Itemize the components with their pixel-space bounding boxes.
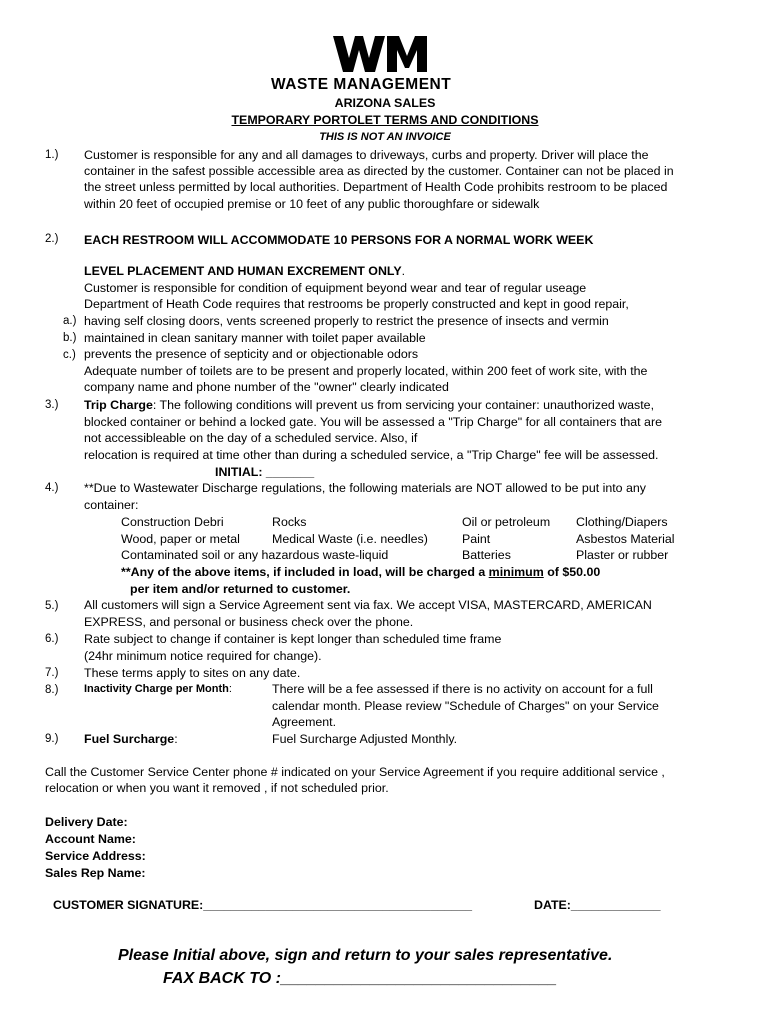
section-2-line: company name and phone number of the "owner" clearly indicated <box>84 380 449 394</box>
section-4-line: **Due to Wastewater Discharge regulations, the following materials are NOT allowed to be put into any <box>84 481 646 495</box>
section-2-heading2 <box>84 264 405 278</box>
section-1-line: the street unless permitted by local authorities. Department of Health Code prohibits restroom to be placed <box>84 180 668 194</box>
section-3-line: relocation is required at time other than during a scheduled service, a "Trip Charge" fee will be assessed. <box>84 448 659 462</box>
service-address-label[interactable]: Service Address: <box>45 849 146 863</box>
section-3-line1 <box>84 398 654 412</box>
region-title: ARIZONA SALES <box>334 96 436 110</box>
warning-minimum: minimum <box>488 565 544 579</box>
section-8-number: 8.) <box>45 684 59 696</box>
fuel-surcharge-colon: : <box>174 732 178 746</box>
section-1-number: 1.) <box>45 149 59 161</box>
wm-logo <box>333 36 445 72</box>
closing-line: Call the Customer Service Center phone # indicated on your Service Agreement if you require additional service , <box>45 765 665 779</box>
section-2-heading2-text: LEVEL PLACEMENT AND HUMAN EXCREMENT ONLY <box>84 264 402 278</box>
section-3-number: 3.) <box>45 399 59 411</box>
section-5-number: 5.) <box>45 600 59 612</box>
date-field[interactable]: DATE:_____________ <box>534 898 661 912</box>
closing-line: relocation or when you want it removed , if not scheduled prior. <box>45 781 389 795</box>
section-4-line: container: <box>84 498 139 512</box>
fuel-surcharge-text: Fuel Surcharge Adjusted Monthly. <box>272 732 458 746</box>
material-item: Oil or petroleum <box>462 515 551 529</box>
material-item: Contaminated soil or any hazardous waste-liquid <box>121 548 389 562</box>
section-2-line: Adequate number of toilets are to be present and properly located, within 200 feet of work site, with the <box>84 364 648 378</box>
inactivity-charge-label-wrap <box>84 683 232 695</box>
section-1-line: within 20 feet of occupied premise or 10 feet of any public thoroughfare or sidewalk <box>84 197 540 211</box>
section-2-heading: EACH RESTROOM WILL ACCOMMODATE 10 PERSONS FOR A NORMAL WORK WEEK <box>84 233 594 247</box>
materials-warning-2: per item and/or returned to customer. <box>130 582 351 596</box>
section-7-number: 7.) <box>45 667 59 679</box>
section-3-line: not accessibleable on the day of a scheduled service. Also, if <box>84 431 418 445</box>
fuel-surcharge-label-wrap <box>84 732 178 746</box>
section-5-line: All customers will sign a Service Agreement sent via fax. We accept VISA, MASTERCARD, AMERICAN <box>84 598 652 612</box>
material-item: Construction Debri <box>121 515 224 529</box>
trip-charge-label: Trip Charge <box>84 398 153 412</box>
section-2-c-label: c.) <box>63 349 76 361</box>
inactivity-colon: : <box>228 683 232 695</box>
section-3-line1-rest: : The following conditions will prevent us from servicing your container: unauthorized waste, <box>152 398 655 412</box>
section-3-line: blocked container or behind a locked gate. You will be assessed a "Trip Charge" for all containers that are <box>84 415 662 429</box>
section-2-line: Department of Heath Code requires that restrooms be properly constructed and kept in good repair, <box>84 297 629 311</box>
section-8-line: There will be a fee assessed if there is no activity on account for a full <box>272 682 653 696</box>
company-name: WASTE MANAGEMENT <box>271 76 452 93</box>
section-2-a-label: a.) <box>63 315 77 327</box>
section-9-number: 9.) <box>45 733 59 745</box>
materials-warning <box>121 565 600 579</box>
warning-amount: of $50.00 <box>543 565 601 579</box>
material-item: Wood, paper or metal <box>121 532 240 546</box>
section-4-number: 4.) <box>45 482 59 494</box>
material-item: Clothing/Diapers <box>576 515 668 529</box>
section-1-line: container in the safest possible accessible area as directed by the customer. Container can not be placed in <box>84 164 674 178</box>
material-item: Batteries <box>462 548 511 562</box>
section-5-line: EXPRESS, and personal or business check over the phone. <box>84 615 414 629</box>
section-2-c-text: prevents the presence of septicity and or objectionable odors <box>84 347 419 361</box>
initial-field[interactable]: INITIAL: _______ <box>215 465 315 479</box>
invoice-notice: THIS IS NOT AN INVOICE <box>319 131 451 143</box>
fuel-surcharge-label: Fuel Surcharge <box>84 732 175 746</box>
section-6-number: 6.) <box>45 633 59 645</box>
account-name-label[interactable]: Account Name: <box>45 832 136 846</box>
material-item: Rocks <box>272 515 307 529</box>
footer-instruction: Please Initial above, sign and return to your sales representative. <box>118 947 613 964</box>
section-2-a-text: having self closing doors, vents screened properly to restrict the presence of insects and vermin <box>84 314 609 328</box>
fax-back-field[interactable]: FAX BACK TO :_______________________________ <box>163 970 557 987</box>
section-2-number: 2.) <box>45 233 59 245</box>
section-2-heading2-end: . <box>401 264 406 278</box>
section-7-line: These terms apply to sites on any date. <box>84 666 301 680</box>
section-2-b-text: maintained in clean sanitary manner with toilet paper available <box>84 331 426 345</box>
inactivity-charge-label: Inactivity Charge per Month <box>84 683 229 695</box>
document-title: TEMPORARY PORTOLET TERMS AND CONDITIONS <box>231 113 539 127</box>
section-2-line: Customer is responsible for condition of equipment beyond wear and tear of regular useage <box>84 281 587 295</box>
section-8-line: calendar month. Please review "Schedule of Charges" on your Service <box>272 699 659 713</box>
section-6-line: (24hr minimum notice required for change). <box>84 649 322 663</box>
section-1-line: Customer is responsible for any and all damages to driveways, curbs and property. Driver will place the <box>84 148 649 162</box>
sales-rep-label[interactable]: Sales Rep Name: <box>45 866 146 880</box>
section-8-line: Agreement. <box>272 715 337 729</box>
material-item: Medical Waste (i.e. needles) <box>272 532 428 546</box>
material-item: Plaster or rubber <box>576 548 669 562</box>
delivery-date-label[interactable]: Delivery Date: <box>45 815 128 829</box>
section-6-line: Rate subject to change if container is kept longer than scheduled time frame <box>84 632 502 646</box>
material-item: Paint <box>462 532 491 546</box>
warning-text: **Any of the above items, if included in load, will be charged a <box>121 565 489 579</box>
customer-signature-field[interactable]: CUSTOMER SIGNATURE:_______________________________________ <box>53 898 473 912</box>
section-2-b-label: b.) <box>63 332 77 344</box>
material-item: Asbestos Material <box>576 532 675 546</box>
